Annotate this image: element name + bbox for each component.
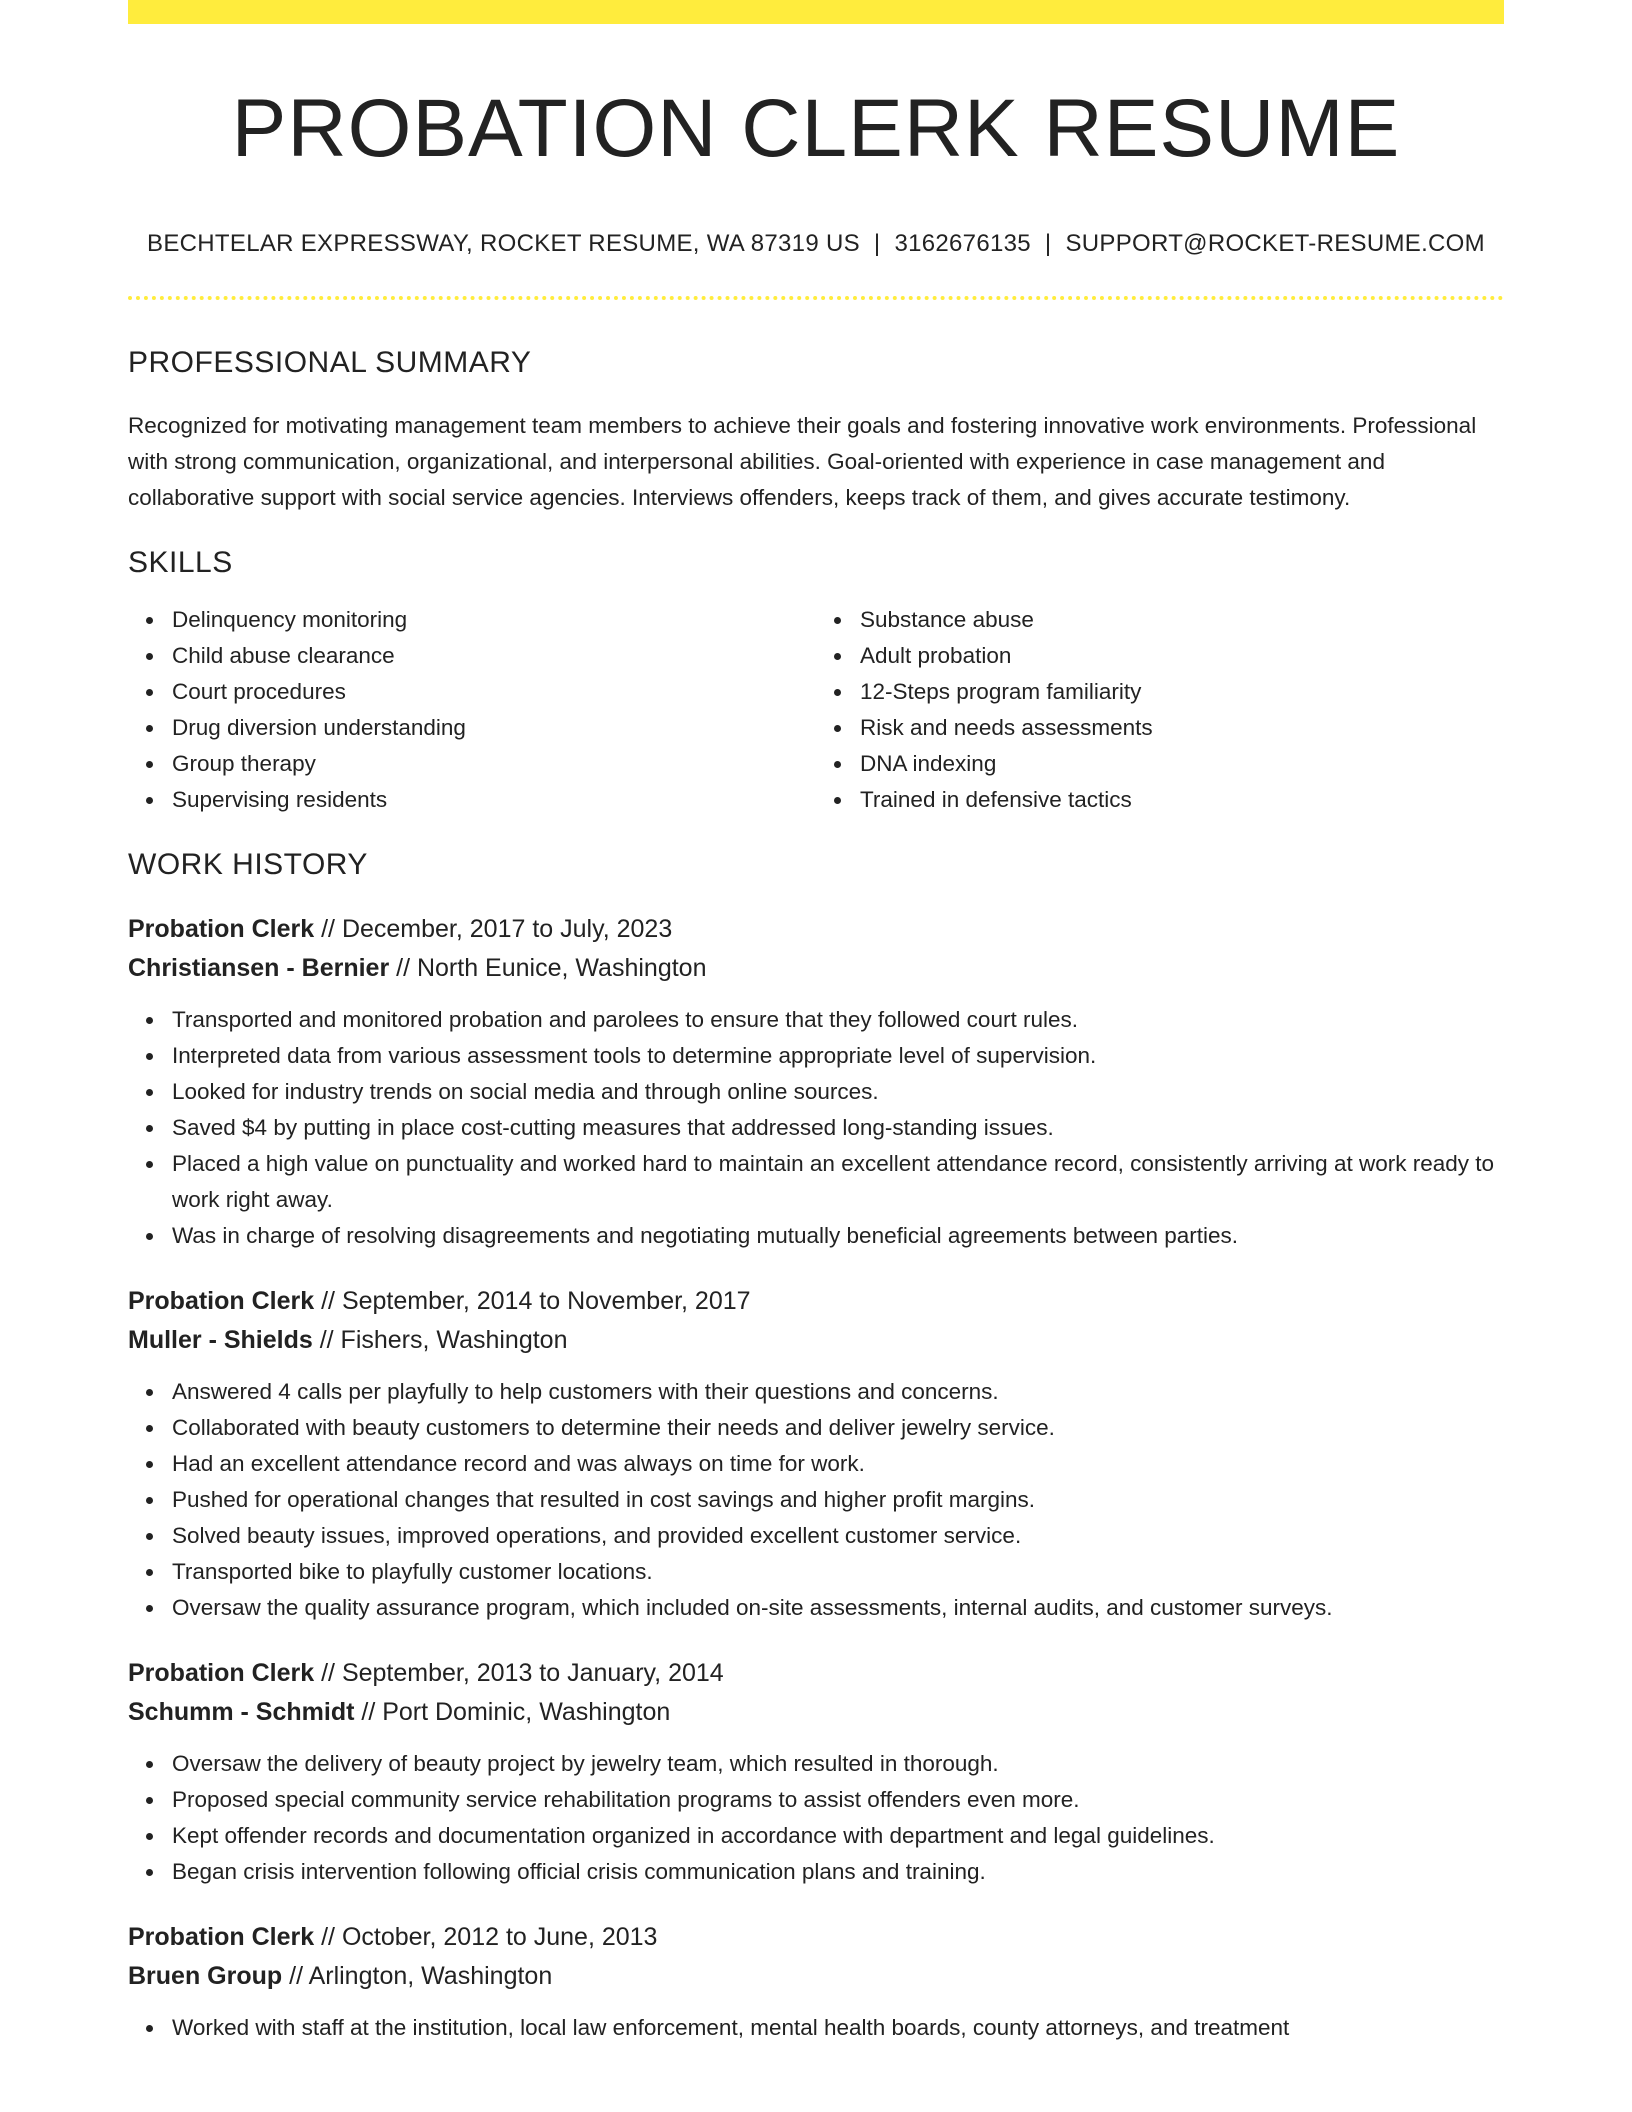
contact-separator: | bbox=[1044, 230, 1052, 258]
job-company-line bbox=[128, 1321, 1504, 1360]
job-bullet: Transported and monitored probation and parolees to ensure that they followed court rules. bbox=[172, 1002, 1504, 1038]
work-history-heading: WORK HISTORY bbox=[128, 848, 368, 882]
job-title-line bbox=[128, 910, 1504, 949]
job-location: // Arlington, Washington bbox=[282, 1962, 553, 1991]
job-bullet: Solved beauty issues, improved operations, and provided excellent customer service. bbox=[172, 1518, 1504, 1554]
contact-phone: 3162676135 bbox=[894, 230, 1031, 258]
contact-email: SUPPORT@ROCKET-RESUME.COM bbox=[1065, 230, 1485, 258]
job-bullets bbox=[128, 2010, 1504, 2046]
job-bullet: Was in charge of resolving disagreements and negotiating mutually beneficial agreements between parties. bbox=[172, 1218, 1504, 1254]
job-company-line bbox=[128, 1693, 1504, 1732]
job-bullet: Had an excellent attendance record and was always on time for work. bbox=[172, 1446, 1504, 1482]
job-location: // Fishers, Washington bbox=[312, 1326, 568, 1355]
job-company: Muller - Shields bbox=[128, 1326, 313, 1355]
job-bullet: Saved $4 by putting in place cost-cutting measures that addressed long-standing issues. bbox=[172, 1110, 1504, 1146]
job-bullets bbox=[128, 1746, 1504, 1890]
job-location: // Port Dominic, Washington bbox=[354, 1698, 671, 1727]
skills-heading: SKILLS bbox=[128, 546, 233, 580]
job-bullet: Placed a high value on punctuality and worked hard to maintain an excellent attendance record, consistently arriving at work ready to work right away. bbox=[172, 1146, 1504, 1218]
contact-line bbox=[128, 230, 1504, 258]
skill-item: Supervising residents bbox=[172, 782, 816, 818]
job-bullet: Kept offender records and documentation organized in accordance with department and legal guidelines. bbox=[172, 1818, 1504, 1854]
skill-item: Court procedures bbox=[172, 674, 816, 710]
job-dates: // October, 2012 to June, 2013 bbox=[314, 1923, 658, 1952]
skill-item: 12-Steps program familiarity bbox=[860, 674, 1504, 710]
job-bullet: Interpreted data from various assessment tools to determine appropriate level of supervision. bbox=[172, 1038, 1504, 1074]
job-bullet: Worked with staff at the institution, local law enforcement, mental health boards, county attorneys, and treatment bbox=[172, 2010, 1504, 2046]
skills-column-left bbox=[128, 602, 816, 818]
job-bullet: Answered 4 calls per playfully to help customers with their questions and concerns. bbox=[172, 1374, 1504, 1410]
job-company: Christiansen - Bernier bbox=[128, 954, 390, 983]
job-bullet: Looked for industry trends on social media and through online sources. bbox=[172, 1074, 1504, 1110]
job-entry bbox=[128, 1654, 1504, 1890]
summary-text: Recognized for motivating management team members to achieve their goals and fostering innovative work environments. Professional with strong communication, organizational, and interpersonal abilities. Goal-oriented with experience in case management and collaborative support with social service agencies. Interviews offenders, keeps track of them, and gives accurate testimony. bbox=[128, 413, 1477, 511]
job-dates: // December, 2017 to July, 2023 bbox=[314, 915, 673, 944]
skill-item: Drug diversion understanding bbox=[172, 710, 816, 746]
skill-item: Delinquency monitoring bbox=[172, 602, 816, 638]
skill-item: Child abuse clearance bbox=[172, 638, 816, 674]
job-title: Probation Clerk bbox=[128, 1287, 315, 1316]
accent-top-bar bbox=[128, 0, 1504, 24]
summary-heading: PROFESSIONAL SUMMARY bbox=[128, 346, 532, 380]
job-entry bbox=[128, 910, 1504, 1254]
skill-item: Risk and needs assessments bbox=[860, 710, 1504, 746]
job-title: Probation Clerk bbox=[128, 915, 315, 944]
job-company: Schumm - Schmidt bbox=[128, 1698, 355, 1727]
job-dates: // September, 2013 to January, 2014 bbox=[314, 1659, 724, 1688]
job-bullet: Oversaw the delivery of beauty project by jewelry team, which resulted in thorough. bbox=[172, 1746, 1504, 1782]
job-bullet: Collaborated with beauty customers to determine their needs and deliver jewelry service. bbox=[172, 1410, 1504, 1446]
job-entry bbox=[128, 1282, 1504, 1626]
skills-list bbox=[128, 602, 1504, 818]
job-title: Probation Clerk bbox=[128, 1923, 315, 1952]
job-bullet: Began crisis intervention following official crisis communication plans and training. bbox=[172, 1854, 1504, 1890]
job-dates: // September, 2014 to November, 2017 bbox=[314, 1287, 751, 1316]
job-company: Bruen Group bbox=[128, 1962, 283, 1991]
skill-item: Trained in defensive tactics bbox=[860, 782, 1504, 818]
contact-address: BECHTELAR EXPRESSWAY, ROCKET RESUME, WA 87319 US bbox=[147, 230, 860, 258]
job-bullet: Pushed for operational changes that resulted in cost savings and higher profit margins. bbox=[172, 1482, 1504, 1518]
job-company-line bbox=[128, 1957, 1504, 1996]
dotted-divider bbox=[128, 296, 1504, 300]
job-company-line bbox=[128, 949, 1504, 988]
job-title-line bbox=[128, 1654, 1504, 1693]
job-title: Probation Clerk bbox=[128, 1659, 315, 1688]
skill-item: DNA indexing bbox=[860, 746, 1504, 782]
job-bullet: Oversaw the quality assurance program, which included on-site assessments, internal audits, and customer surveys. bbox=[172, 1590, 1504, 1626]
skill-item: Group therapy bbox=[172, 746, 816, 782]
job-title-line bbox=[128, 1282, 1504, 1321]
contact-separator: | bbox=[873, 230, 881, 258]
job-entry bbox=[128, 1918, 1504, 2046]
skills-column-right bbox=[816, 602, 1504, 818]
skill-item: Substance abuse bbox=[860, 602, 1504, 638]
job-title-line bbox=[128, 1918, 1504, 1957]
job-bullet: Transported bike to playfully customer locations. bbox=[172, 1554, 1504, 1590]
page-title: PROBATION CLERK RESUME bbox=[231, 83, 1401, 174]
skill-item: Adult probation bbox=[860, 638, 1504, 674]
resume-page bbox=[128, 0, 1504, 2046]
job-bullet: Proposed special community service rehabilitation programs to assist offenders even more. bbox=[172, 1782, 1504, 1818]
job-location: // North Eunice, Washington bbox=[389, 954, 707, 983]
job-bullets bbox=[128, 1374, 1504, 1626]
job-bullets bbox=[128, 1002, 1504, 1254]
